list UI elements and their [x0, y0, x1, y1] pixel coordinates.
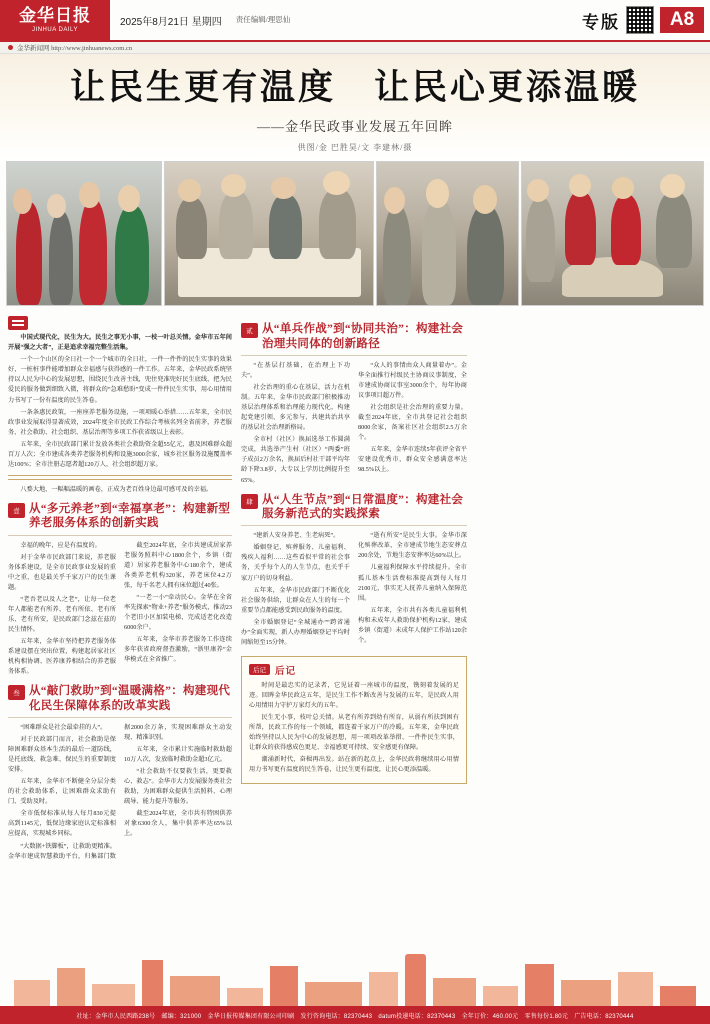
divider: [8, 535, 232, 536]
section-badge-icon: 叁: [8, 685, 25, 700]
paragraph: 潮涌新时代，奋楫再出发。站在新的起点上，金华民政将继续用心用情用力书写更有温度的民生答卷，让民生更有温度，让民心更添温暖。: [249, 756, 459, 774]
section-3: [8, 684, 232, 861]
article-body: [0, 312, 710, 868]
photo-elderly-care-service: [376, 161, 519, 306]
divider: [8, 717, 232, 718]
page-subtitle: ——金华民政事业发展五年回眸: [256, 119, 453, 135]
section-4-text: [241, 531, 467, 649]
section-badge-icon: 贰: [241, 323, 258, 338]
divider: [241, 525, 467, 526]
paragraph: 全市婚姻登记“全城通办”“跨省通办”全面实现，新人办理婚姻登记平均时间缩短至15分钟。: [241, 618, 350, 646]
column-left: [8, 316, 232, 868]
paragraph: 五年来，金华市连续5年获评全省平安建设优秀市，群众安全感满意率达98.5%以上。: [358, 446, 467, 474]
paragraph: 对于民政部门而言，社会救助是保障困难群众基本生活的最后一道防线，是托底线、救急难、保民生的重要制度安排。: [8, 736, 116, 774]
bullet-icon: [8, 45, 13, 50]
section-3-text: [8, 723, 232, 862]
paragraph: 全市村（社区）换届选举工作圆满完成，共选举产生村（社区）“两委”班子成员2万余名，换届后村社干部平均年龄下降3.8岁，大专以上学历比例提升至65%。: [241, 436, 350, 484]
masthead-right: [582, 0, 710, 40]
page-footer: [0, 1006, 710, 1024]
paragraph: 截至2024年底，全市共建成居家养老服务照料中心1800余个，乡镇（街道）居家养老服务中心180余个，建成各类养老机构320家，养老床位4.2万张，每千名老人拥有床位超过40张。: [124, 541, 232, 589]
section-4-heading: [241, 493, 467, 522]
masthead: [0, 0, 710, 42]
section-badge-icon: 壹: [8, 503, 25, 518]
photo-strip: [0, 161, 710, 312]
section-3-heading: [8, 684, 232, 713]
section-title: 从“单兵作战”到“协同共治”：构建社会治理共同体的创新路径: [262, 323, 464, 350]
quote-mark-icon: [8, 316, 28, 330]
paragraph: 截至2024年底，全市共有特困供养对象6300余人，集中供养率达65%以上。: [124, 810, 232, 838]
paragraph: “逝有所安”是民生大事。金华市深化殡葬改革，全市建成节地生态安葬点200余处，节地生态安葬率达60%以上。: [358, 532, 467, 560]
photo-making-zongzi-together: [521, 161, 704, 306]
section-title: 从“多元养老”到“幸福享老”：构建新型养老服务体系的创新实践: [29, 502, 231, 530]
divider: [8, 475, 232, 480]
headline-band: [0, 54, 710, 161]
masthead-info: [110, 0, 582, 40]
paragraph: 五年来，全市累计实施临时救助超10万人次，发放临时救助金超3亿元。: [124, 746, 232, 764]
intro-paragraph: 一条条惠民政策，一座座养老服务设施，一项项暖心举措……五年来，全市民政事业发展取得显著成效，2024年度全市民政工作综合考核名列全省前茅，养老服务、社会救助、社会组织、基层治理等多项工作获省级以上表彰。: [8, 408, 232, 436]
editor-line: 责任编辑/理思仙: [235, 15, 291, 25]
paper-name-en: JINHUA DAILY: [32, 27, 78, 33]
section-4: [241, 493, 467, 649]
qr-code-icon[interactable]: [626, 6, 654, 34]
issue-date: 2025年8月21日 星期四: [120, 16, 222, 28]
paragraph: 民生无小事，枝叶总关情。从老有所养到幼有所育，从弱有所扶到困有所帮，民政工作的每一个领域，都连着千家万户的冷暖。五年来，金华民政始终坚持以人民为中心的发展思想，用一项项改革举措、一件件民生实事，让群众的获得感成色更足、幸福感更可持续、安全感更有保障。: [249, 713, 459, 752]
column-right: [241, 316, 467, 868]
photo-volunteers-visit-elderly: [6, 161, 162, 306]
paragraph: “困难群众是社会最牵挂的人”。: [20, 724, 107, 732]
paragraph: “建新人安身养老、生老病死”。: [253, 532, 340, 540]
paragraph: 社会治理的重心在基层，活力在机制。五年来，金华市民政部门积极推动基层治理体系和治理能力现代化，构建起党建引领、多元参与、共建共治共享的基层社会治理新格局。: [241, 384, 350, 432]
paragraph: 幸福的晚年，应是有温度的。: [20, 541, 101, 549]
paragraph: “众人的事情由众人商量着办”。金华全面推行村级民主协商议事制度，全市建成协商议事室3000余个，每年协商议事项目超万件。: [358, 362, 467, 400]
intro-paragraph: 五年来，全市民政部门累计发放各类社会救助资金超55亿元，惠及困难群众超百万人次；全市建成各类养老服务机构和设施3000余家，城乡社区服务设施覆盖率达100%；全市注册志愿者超120万人，社会组织超万家。: [8, 440, 232, 468]
paragraph: 对于金华市民政部门来说，养老服务体系建设，是全市民政事业发展的重中之重，也是最关乎千家万户的民生课题。: [8, 553, 116, 591]
paragraph: “社会救助不仅要救生活，更要救心、救志”。金华市大力发展服务类社会救助，为困难群众提供生活照料、心理疏导、能力提升等服务。: [124, 768, 232, 806]
paragraph: 五年来，金华市养老服务工作连续多年获省政府督查激励，“浙里康养”金华模式在全省推广。: [124, 636, 232, 664]
byline: 供图/金 巴胜昊/文 李建林/摄: [297, 143, 413, 153]
page-title: 让民生更有温度 让民心更添温暖: [69, 68, 640, 107]
postscript-heading: [249, 663, 459, 677]
photo-community-canteen-meal: [164, 161, 374, 306]
section-title: 从“人生节点”到“日常温度”：构建社会服务新范式的实践探索: [262, 493, 464, 520]
paragraph: “老吾老以及人之老”，让每一位老年人都能老有所养、老有所依、老有所乐、老有所安，是民政部门念兹在兹的民生情怀。: [8, 595, 116, 634]
paragraph: 五年来，金华市民政部门不断优化社会服务供给，让群众在人生的每一个重要节点都能感受到民政服务的温度。: [241, 586, 350, 614]
paragraph: “大数据+铁脚板”，让救助更精准。金华市建成智慧救助平台，归集部门数据2000余万条，实现困难群众主动发现、精准识别。: [8, 724, 232, 860]
special-label: 专版: [582, 12, 620, 32]
section-title: 从“敲门救助”到“温暖满格”：构建现代化民生保障体系的改革实践: [29, 685, 231, 712]
skyline-decoration: [0, 944, 710, 1006]
paper-logo: [0, 0, 110, 40]
paragraph: 儿童福利保障水平持续提升。全市孤儿基本生活费标准提高到每人每月2100元，事实无人抚养儿童纳入保障范围。: [358, 564, 467, 602]
postscript-box: [241, 656, 467, 784]
section-2: [241, 322, 467, 485]
intro-paragraph: 一个一个山区的全日社一个一个城市的全日社，一件一件件的民生实事的效果好，一桩桩事件能增加群众幸福感与获得感的一件工作。五年来，金华民政系统坚持以人民为中心的发展思想，围绕民生改善主线，兜住兜准兜好民生底线，把为民爱民的服务做到细致入微，将群众的“急难愁盼”变成一件件民生实事，用心用情用力书写了一份有温度的民生答卷。: [8, 356, 232, 404]
intro-paragraph: 八婺大地，一幅幅温暖的画卷，正成为老百姓身边最可感可及的幸福。: [20, 485, 213, 493]
paragraph: 全市低保标准从每人每月830元提高到1145元，低保边缘家庭认定标准相应提高，实现城乡同标。: [8, 810, 116, 838]
masthead-website-strip: [0, 42, 710, 54]
section-badge-icon: 肆: [241, 494, 258, 509]
paragraph: 社会组织是社会治理的重要力量。截至2024年底，全市共登记社会组织8000余家，备案社区社会组织2.5万余个。: [358, 404, 467, 442]
section-1-text: [8, 541, 232, 678]
paragraph: 时间是最忠实的记录者，它见证着一座城市的温度，镌刻着发展的足迹。回眸金华民政这五年，是民生工作不断改善与发展的五年，是民政人用心用情用力守护万家灯火的五年。: [249, 681, 459, 709]
footer-line: 社址：金华市人民西路238号 邮编：321000 金华日报传媒集团有限公司印刷 发行咨询电话：82370443 datum投递电话：82370443 全年订价：460.00元 零售每份1.80元 广告电话：82370444: [76, 1013, 634, 1020]
section-1-heading: [8, 502, 232, 531]
section-2-heading: [241, 322, 467, 351]
divider: [241, 355, 467, 356]
paragraph: “在基层打基础，在治理上下功夫”。: [241, 362, 350, 380]
postscript-tag: 后记: [249, 664, 270, 675]
paragraph: 婚姻登记、殡葬服务、儿童福利、残疾人福利……这些看似平常的社会事务，关乎每个人的人生节点，也关乎千家万户的切身利益。: [241, 544, 350, 582]
paragraph: 五年来，金华市不断健全分层分类的社会救助体系，让困难群众求助有门、受助及时。: [8, 778, 116, 806]
page-number: A8: [660, 7, 704, 33]
postscript-title: 后记: [275, 666, 297, 677]
section-1: [8, 502, 232, 677]
intro-block: [8, 316, 232, 495]
paragraph: “一老一小”牵动民心。金华在全省率先探索“物业+养老”服务模式，推动23个老旧小区加装电梯，完成适老化改造6000余户。: [124, 593, 232, 632]
website-line: 金华新闻网 http://www.jinhuanews.com.cn: [17, 45, 133, 52]
paper-name-cn: 金华日报: [19, 6, 91, 25]
paragraph: 五年来，全市共有各类儿童福利机构和未成年人救助保护机构12家，建成乡镇（街道）未成年人保护工作站120余个。: [358, 606, 467, 644]
intro-paragraph: 中国式现代化，民生为大。民生之事无小事，一枝一叶总关情。金华市五年间开展“强之大者”，正是追求幸福完整生活集。: [8, 334, 232, 352]
paragraph: 五年来，金华市坚持把养老服务体系建设摆在突出位置，构建起居家社区机构相协调、医养康养相结合的养老服务体系。: [8, 638, 116, 676]
section-2-text: [241, 361, 467, 486]
